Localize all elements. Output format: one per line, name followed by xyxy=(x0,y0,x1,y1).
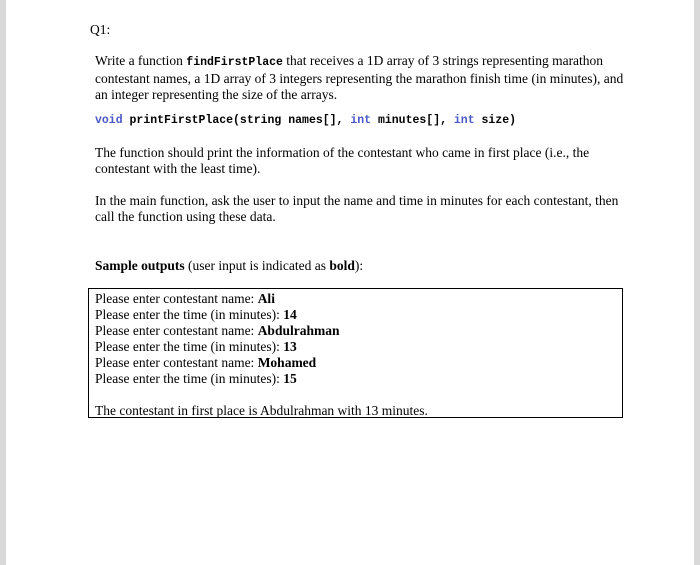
function-name: findFirstPlace xyxy=(186,56,283,69)
output-line xyxy=(95,307,622,323)
sample-label: Sample outputs xyxy=(95,258,185,273)
output-prompt: Please enter contestant name: xyxy=(95,291,258,306)
output-line xyxy=(95,291,622,307)
output-user-input: Ali xyxy=(257,291,275,306)
output-line xyxy=(95,355,622,371)
sample-output-box xyxy=(88,288,623,418)
sample-outputs-heading xyxy=(95,258,363,274)
output-user-input: Mohamed xyxy=(257,355,317,370)
sample-bold-word: bold xyxy=(329,258,355,273)
output-line xyxy=(95,371,622,387)
description-rest: that receives a 1D array of 3 strings representing marathon contestant names, a 1D array of 3 integers representing the marathon finish time (in minutes), and an integer representing the size of the arrays. xyxy=(95,53,624,102)
keyword-int-1: int xyxy=(350,114,372,127)
signature-part-2: minutes[], xyxy=(371,114,454,127)
output-line xyxy=(95,323,622,339)
output-user-input: 13 xyxy=(283,339,297,354)
output-prompt: Please enter contestant name: xyxy=(95,355,258,370)
output-user-input: 14 xyxy=(283,307,297,322)
keyword-void: void xyxy=(95,114,123,127)
question-description xyxy=(95,53,630,103)
output-blank-line xyxy=(95,387,622,403)
function-behavior-paragraph: The function should print the information of the contestant who came in first place (i.e., the contestant with the least time). xyxy=(95,145,590,176)
output-prompt: Please enter the time (in minutes): xyxy=(95,371,284,386)
document-page xyxy=(6,0,694,565)
signature-part-1: printFirstPlace(string names[], xyxy=(122,114,351,127)
output-prompt: Please enter the time (in minutes): xyxy=(95,339,284,354)
question-label: Q1: xyxy=(90,22,111,37)
sample-end: ): xyxy=(354,258,364,273)
output-result-line: The contestant in first place is Abdulrahman with 13 minutes. xyxy=(95,403,428,418)
description-intro: Write a function xyxy=(95,53,187,68)
sample-middle: (user input is indicated as xyxy=(184,258,330,273)
output-line xyxy=(95,339,622,355)
output-prompt: Please enter the time (in minutes): xyxy=(95,307,284,322)
function-signature xyxy=(95,114,516,127)
keyword-int-2: int xyxy=(453,114,475,127)
main-function-paragraph: In the main function, ask the user to input the name and time in minutes for each contestant, then call the function using these data. xyxy=(95,193,619,224)
signature-part-3: size) xyxy=(474,114,517,127)
output-user-input: 15 xyxy=(283,371,297,386)
output-user-input: Abdulrahman xyxy=(257,323,340,338)
output-prompt: Please enter contestant name: xyxy=(95,323,258,338)
